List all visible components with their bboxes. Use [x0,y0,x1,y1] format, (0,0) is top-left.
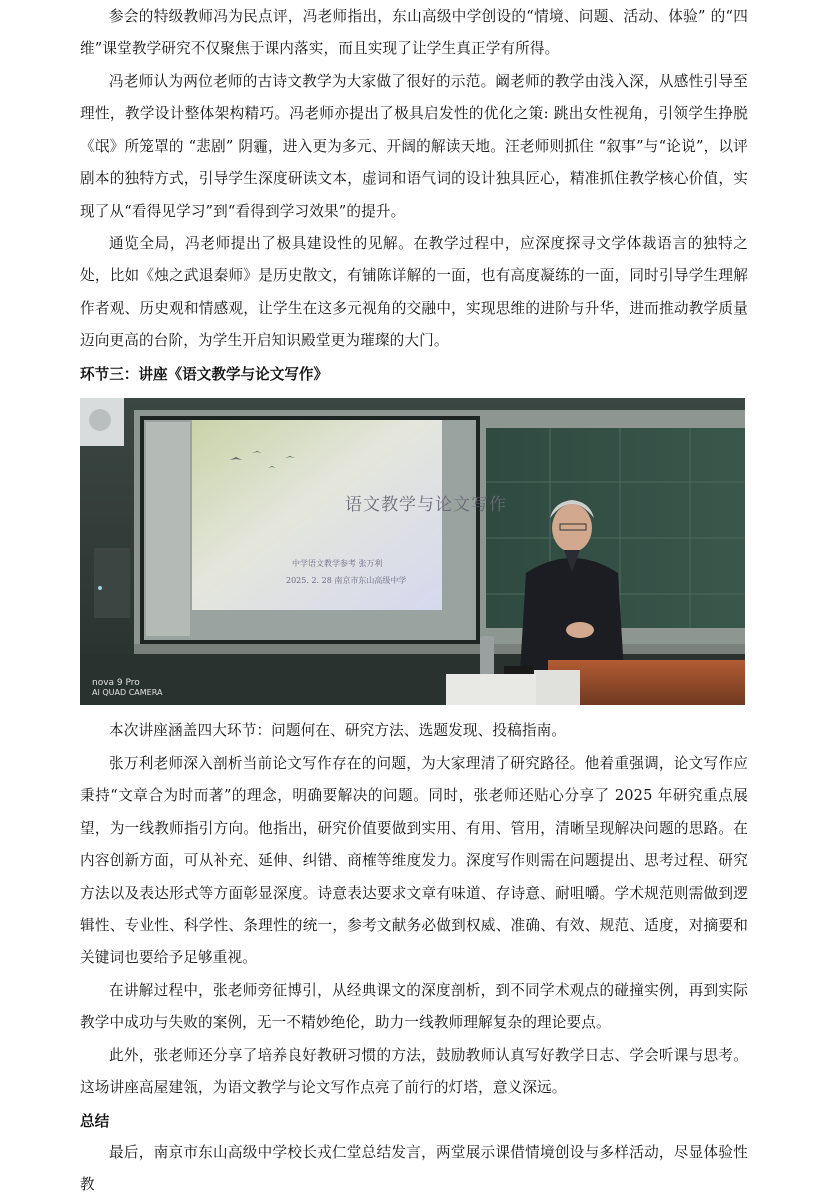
slide-title: 语文教学与论文写作 [345,495,507,515]
camera-tagline-label: AI QUAD CAMERA [92,688,163,697]
paragraph-lecture-outline: 本次讲座涵盖四大环节：问题何在、研究方法、选题发现、投稿指南。 [109,722,567,739]
lecture-photo-drawing [80,398,745,705]
paragraph-lecture-conclusion: 此外，张老师还分享了培养良好教研习惯的方法，鼓励教师认真写好教学日志、学会听课与思考。这场讲座高屋建瓴，为语文教学与论文写作点亮了前行的灯塔，意义深远。 [80,1047,748,1097]
camera-watermark [92,679,162,697]
section-heading-summary: 总结 [80,1113,110,1130]
paragraph-lecture-content: 张万利老师深入剖析当前论文写作存在的问题，为大家理清了研究路径。他着重强调，论文写作应秉持“文章合为时而著”的理念，明确要解决的问题。同时，张老师还贴心分享了 2025 年研究重点展望，为一线教师指引方向。他指出，研究价值要做到实用、有用、管用，清晰呈现解决问题的思路。在内容创新方面，可从补充、延伸、纠错、商榷等维度发力。深度写作则需在问题提出、思考过程、研究方法以及表达形式等方面彰显深度。诗意表达要求文章有味道、存诗意、耐咀嚼。学术规范则需做到逻辑性、专业性、科学性、条理性的统一，参考文献务必做到权威、准确、有效、规范、适度，对摘要和关键词也要给予足够重视。 [80,755,748,967]
paragraph-review-details: 冯老师认为两位老师的古诗文教学为大家做了很好的示范。阚老师的教学由浅入深，从感性引导至理性，教学设计整体架构精巧。冯老师亦提出了极具启发性的优化之策: 跳出女性视角，引领学生挣脱《氓》所笼罩的 “悲剧” 阴霾，进入更为多元、开阔的解读天地。汪老师则抓住 “叙事”与“论说”，以评剧本的独特方式，引导学生深度研读文本，虚词和语气词的设计独具匠心，精准抓住教学核心价值，实现了从“看得见学习”到“看得到学习效果”的提升。 [80,73,748,220]
slide-subtitle: 中学语文教学参考 张万利 [292,559,383,568]
lecture-photo [80,398,745,705]
paragraph-lecture-method: 在讲解过程中，张老师旁征博引，从经典课文的深度剖析，到不同学术观点的碰撞实例，再到实际教学中成功与失败的案例，无一不精妙绝伦，助力一线教师理解复杂的理论要点。 [80,982,748,1032]
slide-date: 2025. 2. 28 南京市东山高级中学 [286,576,407,585]
section-heading-lecture: 环节三：讲座《语文教学与论文写作》 [80,366,329,383]
paragraph-summary: 最后，南京市东山高级中学校长戎仁堂总结发言，两堂展示课借情境创设与多样活动，尽显体验性教 [80,1144,748,1194]
paragraph-review-intro: 参会的特级教师冯为民点评，冯老师指出，东山高级中学创设的“情境、问题、活动、体验” 的“四维”课堂教学研究不仅聚焦于课内落实，而且实现了让学生真正学有所得。 [80,8,748,58]
camera-model-label: nova 9 Pro [92,678,140,688]
paragraph-review-overview: 通览全局，冯老师提出了极具建设性的见解。在教学过程中，应深度探寻文学体裁语言的独特之处，比如《烛之武退秦师》是历史散文，有铺陈详解的一面，也有高度凝练的一面，同时引导学生理解作者观、历史观和情感观，让学生在这多元视角的交融中，实现思维的进阶与升华，进而推动教学质量迈向更高的台阶，为学生开启知识殿堂更为璀璨的大门。 [80,235,748,350]
